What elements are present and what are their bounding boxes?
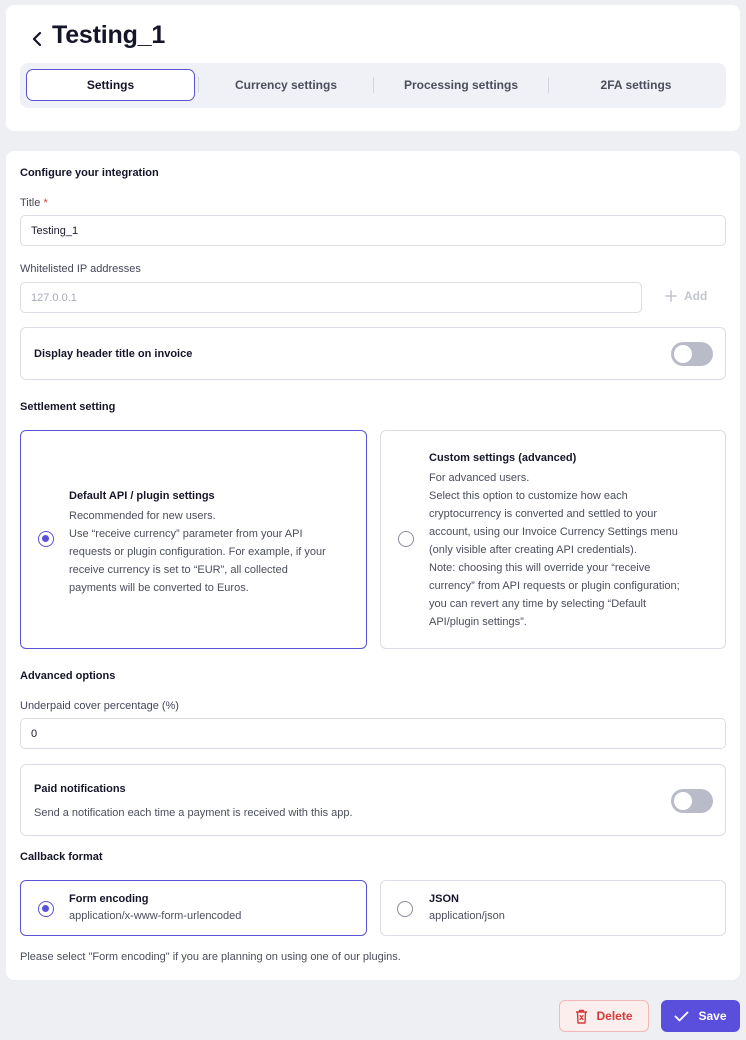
description-line: Use “receive currency” parameter from your API xyxy=(69,528,303,540)
save-label: Save xyxy=(698,1009,727,1023)
description-line: you can revert any time by selecting “Default xyxy=(429,598,647,610)
settlement-default-description xyxy=(69,507,359,597)
description-line: account, using our Invoice Currency Settings menu xyxy=(429,526,678,538)
display-header-label: Display header title on invoice xyxy=(34,348,193,360)
check-icon xyxy=(674,1011,689,1022)
settlement-custom-radio[interactable] xyxy=(398,531,414,547)
paid-notifications-toggle[interactable] xyxy=(671,789,713,813)
callback-option-form-encoding[interactable] xyxy=(20,880,367,936)
settlement-option-custom[interactable] xyxy=(380,430,726,649)
form-encoding-radio[interactable] xyxy=(38,901,54,917)
page-title: Testing_1 xyxy=(52,21,166,49)
settlement-default-radio[interactable] xyxy=(38,531,54,547)
form-encoding-title: Form encoding xyxy=(69,893,149,905)
section-title-integration: Configure your integration xyxy=(20,167,159,179)
json-subtitle: application/json xyxy=(429,910,505,922)
toggle-knob xyxy=(674,345,692,363)
tab-divider xyxy=(548,77,549,93)
callback-option-json[interactable] xyxy=(380,880,726,936)
display-header-row xyxy=(20,327,726,380)
json-radio[interactable] xyxy=(397,901,413,917)
underpaid-percentage-input[interactable]: 0 xyxy=(20,718,726,749)
tab-divider xyxy=(373,77,374,93)
paid-notifications-row xyxy=(20,764,726,836)
settlement-default-title: Default API / plugin settings xyxy=(69,490,215,502)
description-line: currency” from API requests or plugin configuration; xyxy=(429,580,680,592)
ip-field-label: Whitelisted IP addresses xyxy=(20,263,141,275)
callback-hint: Please select "Form encoding" if you are planning on using one of our plugins. xyxy=(20,951,401,963)
plus-icon xyxy=(665,290,677,302)
section-title-advanced: Advanced options xyxy=(20,670,116,682)
description-line: For advanced users. xyxy=(429,472,530,484)
section-title-callback: Callback format xyxy=(20,851,103,863)
title-label-text: Title xyxy=(20,197,41,209)
settlement-custom-description xyxy=(429,469,719,631)
paid-notifications-title: Paid notifications xyxy=(34,783,126,795)
tab-currency-settings[interactable]: Currency settings xyxy=(234,78,338,92)
description-line: Recommended for new users. xyxy=(69,510,216,522)
settlement-option-default[interactable] xyxy=(20,430,367,649)
title-input[interactable]: Testing_1 xyxy=(20,215,726,246)
delete-label: Delete xyxy=(596,1009,633,1023)
add-ip-label: Add xyxy=(684,289,708,303)
add-ip-button[interactable] xyxy=(665,289,707,303)
trash-icon xyxy=(575,1009,588,1024)
description-line: Note: choosing this will override your “receive xyxy=(429,562,651,574)
tab-2fa-settings[interactable]: 2FA settings xyxy=(600,78,672,92)
description-line: payments will be converted to Euros. xyxy=(69,582,249,594)
title-field-label xyxy=(20,197,48,209)
ip-address-input[interactable]: 127.0.0.1 xyxy=(20,282,642,313)
tab-bar xyxy=(20,63,726,108)
description-line: requests or plugin configuration. For example, if your xyxy=(69,546,326,558)
back-button[interactable] xyxy=(26,25,48,53)
tab-settings[interactable]: Settings xyxy=(26,69,195,101)
description-line: API/plugin settings”. xyxy=(429,616,527,628)
tab-divider xyxy=(198,77,199,93)
display-header-toggle[interactable] xyxy=(671,342,713,366)
header-card xyxy=(6,5,740,131)
section-title-settlement: Settlement setting xyxy=(20,401,116,413)
settings-form xyxy=(6,151,740,980)
description-line: (only visible after creating API credentials). xyxy=(429,544,637,556)
description-line: cryptocurrency is converted and settled to your xyxy=(429,508,658,520)
json-title: JSON xyxy=(429,893,459,905)
form-encoding-subtitle: application/x-www-form-urlencoded xyxy=(69,910,242,922)
required-marker: * xyxy=(43,197,48,209)
underpaid-label: Underpaid cover percentage (%) xyxy=(20,700,179,712)
delete-button[interactable] xyxy=(559,1000,649,1032)
paid-notifications-description: Send a notification each time a payment is received with this app. xyxy=(34,807,353,819)
settlement-custom-title: Custom settings (advanced) xyxy=(429,452,577,464)
toggle-knob xyxy=(674,792,692,810)
tab-processing-settings[interactable]: Processing settings xyxy=(403,78,519,92)
chevron-left-icon xyxy=(32,31,42,47)
description-line: receive currency is set to “EUR”, all collected xyxy=(69,564,288,576)
description-line: Select this option to customize how each xyxy=(429,490,628,502)
save-button[interactable] xyxy=(661,1000,740,1032)
